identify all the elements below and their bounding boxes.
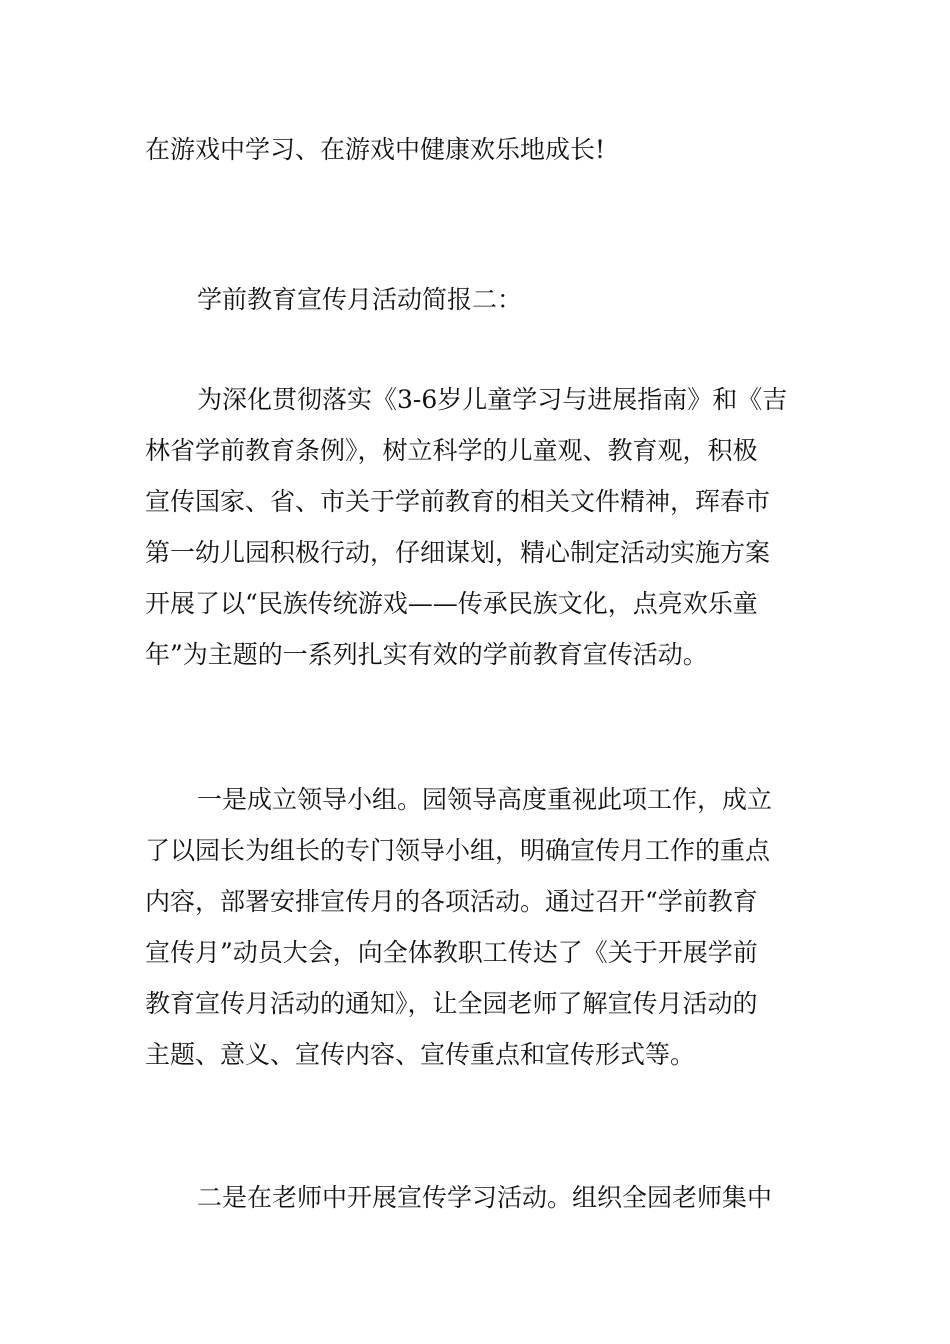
paragraph-leadership-group — [145, 774, 810, 1080]
text-line: 第一幼儿园积极行动，仔细谋划，精心制定活动实施方案 — [145, 538, 771, 567]
text-line: 一是成立领导小组。园领导高度重视此项工作，成立 — [197, 785, 773, 814]
text-line: 宣传国家、省、市关于学前教育的相关文件精神，珲春市 — [145, 487, 771, 516]
text-line: 林省学前教育条例》，树立科学的儿童观、教育观，积极 — [145, 436, 758, 465]
paragraph-intro — [145, 374, 810, 680]
text-line: 二是在老师中开展宣传学习活动。组织全园老师集中 — [197, 1183, 773, 1212]
text-line: 年”为主题的一系列扎实有效的学前教育宣传活动。 — [145, 640, 708, 669]
section-heading — [145, 274, 810, 325]
text-line: 为深化贯彻落实《3-6岁儿童学习与进展指南》和《吉 — [197, 385, 788, 414]
text-line: 了以园长为组长的专门领导小组，明确宣传月工作的重点 — [145, 836, 771, 865]
text-line: 开展了以“民族传统游戏——传承民族文化，点亮欢乐童 — [145, 589, 758, 618]
text-line: 内容，部署安排宣传月的各项活动。通过召开“学前教育 — [145, 887, 758, 916]
text-line: 教育宣传月活动的通知》，让全园老师了解宣传月活动的 — [145, 989, 758, 1018]
paragraph-teacher-study — [145, 1172, 810, 1223]
text-line: 宣传月”动员大会，向全体教职工传达了《关于开展学前 — [145, 938, 758, 967]
heading-text: 学前教育宣传月活动简报二： — [197, 285, 523, 314]
paragraph-continuation — [145, 124, 810, 175]
text-line: 在游戏中学习、在游戏中健康欢乐地成长! — [145, 135, 606, 164]
text-line: 主题、意义、宣传内容、宣传重点和宣传形式等。 — [145, 1040, 696, 1069]
